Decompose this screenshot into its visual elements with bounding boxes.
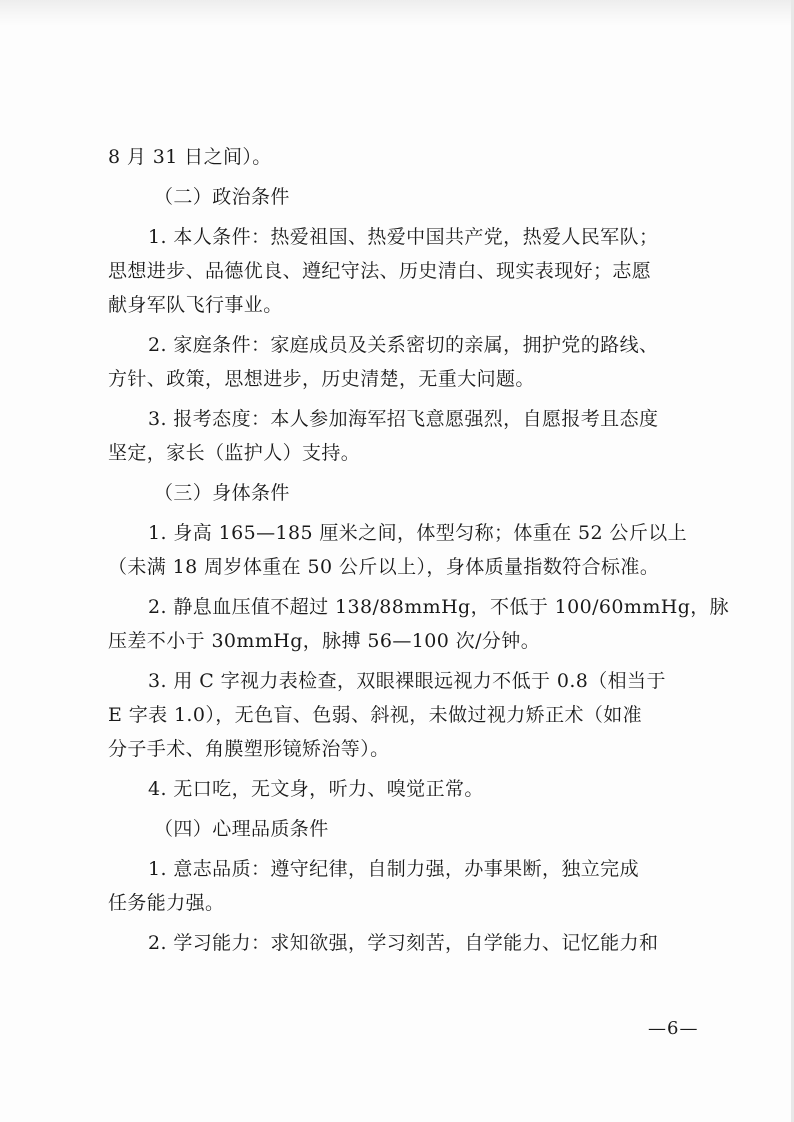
body-text: [108, 140, 730, 960]
text-line: 1. 本人条件：热爱祖国、热爱中国共产党，热爱人民军队；: [148, 226, 659, 248]
text-line: 思想进步、品德优良、遵纪守法、历史清白、现实表现好；志愿: [108, 260, 652, 282]
section-heading-physical: （三）身体条件: [154, 482, 290, 504]
text-line: E 字表 1.0），无色盲、色弱、斜视，未做过视力矫正术（如准: [108, 704, 643, 726]
text-line: 压差不小于 30mmHg，脉搏 56—100 次/分钟。: [108, 630, 541, 652]
text-line: 坚定，家长（监护人）支持。: [108, 442, 361, 464]
text-line: 1. 意志品质：遵守纪律，自制力强，办事果断，独立完成: [148, 858, 639, 880]
text-line: 分子手术、角膜塑形镜矫治等）。: [108, 738, 390, 760]
section-heading-political: （二）政治条件: [154, 186, 290, 208]
text-line: 2. 静息血压值不超过 138/88mmHg，不低于 100/60mmHg，脉: [148, 596, 730, 618]
text-line: 2. 家庭条件：家庭成员及关系密切的亲属，拥护党的路线、: [148, 334, 659, 356]
text-line: （未满 18 周岁体重在 50 公斤以上），身体质量指数符合标准。: [108, 556, 660, 578]
text-line: 方针、政策，思想进步，历史清楚，无重大问题。: [108, 368, 535, 390]
page-number: —6—: [648, 1018, 699, 1039]
section-heading-psychological: （四）心理品质条件: [154, 818, 329, 840]
text-line: 1. 身高 165—185 厘米之间，体型匀称；体重在 52 公斤以上: [148, 522, 688, 544]
text-line: 8 月 31 日之间）。: [108, 146, 272, 168]
text-line: 3. 报考态度：本人参加海军招飞意愿强烈，自愿报考且态度: [148, 408, 659, 430]
scan-shadow: [0, 0, 794, 26]
text-line: 献身军队飞行事业。: [108, 294, 283, 316]
text-line: 3. 用 C 字视力表检查，双眼裸眼远视力不低于 0.8（相当于: [148, 670, 666, 692]
text-line: 任务能力强。: [108, 892, 225, 914]
text-line: 2. 学习能力：求知欲强，学习刻苦，自学能力、记忆能力和: [148, 932, 659, 954]
text-line: 4. 无口吃，无文身，听力、嗅觉正常。: [148, 778, 484, 800]
